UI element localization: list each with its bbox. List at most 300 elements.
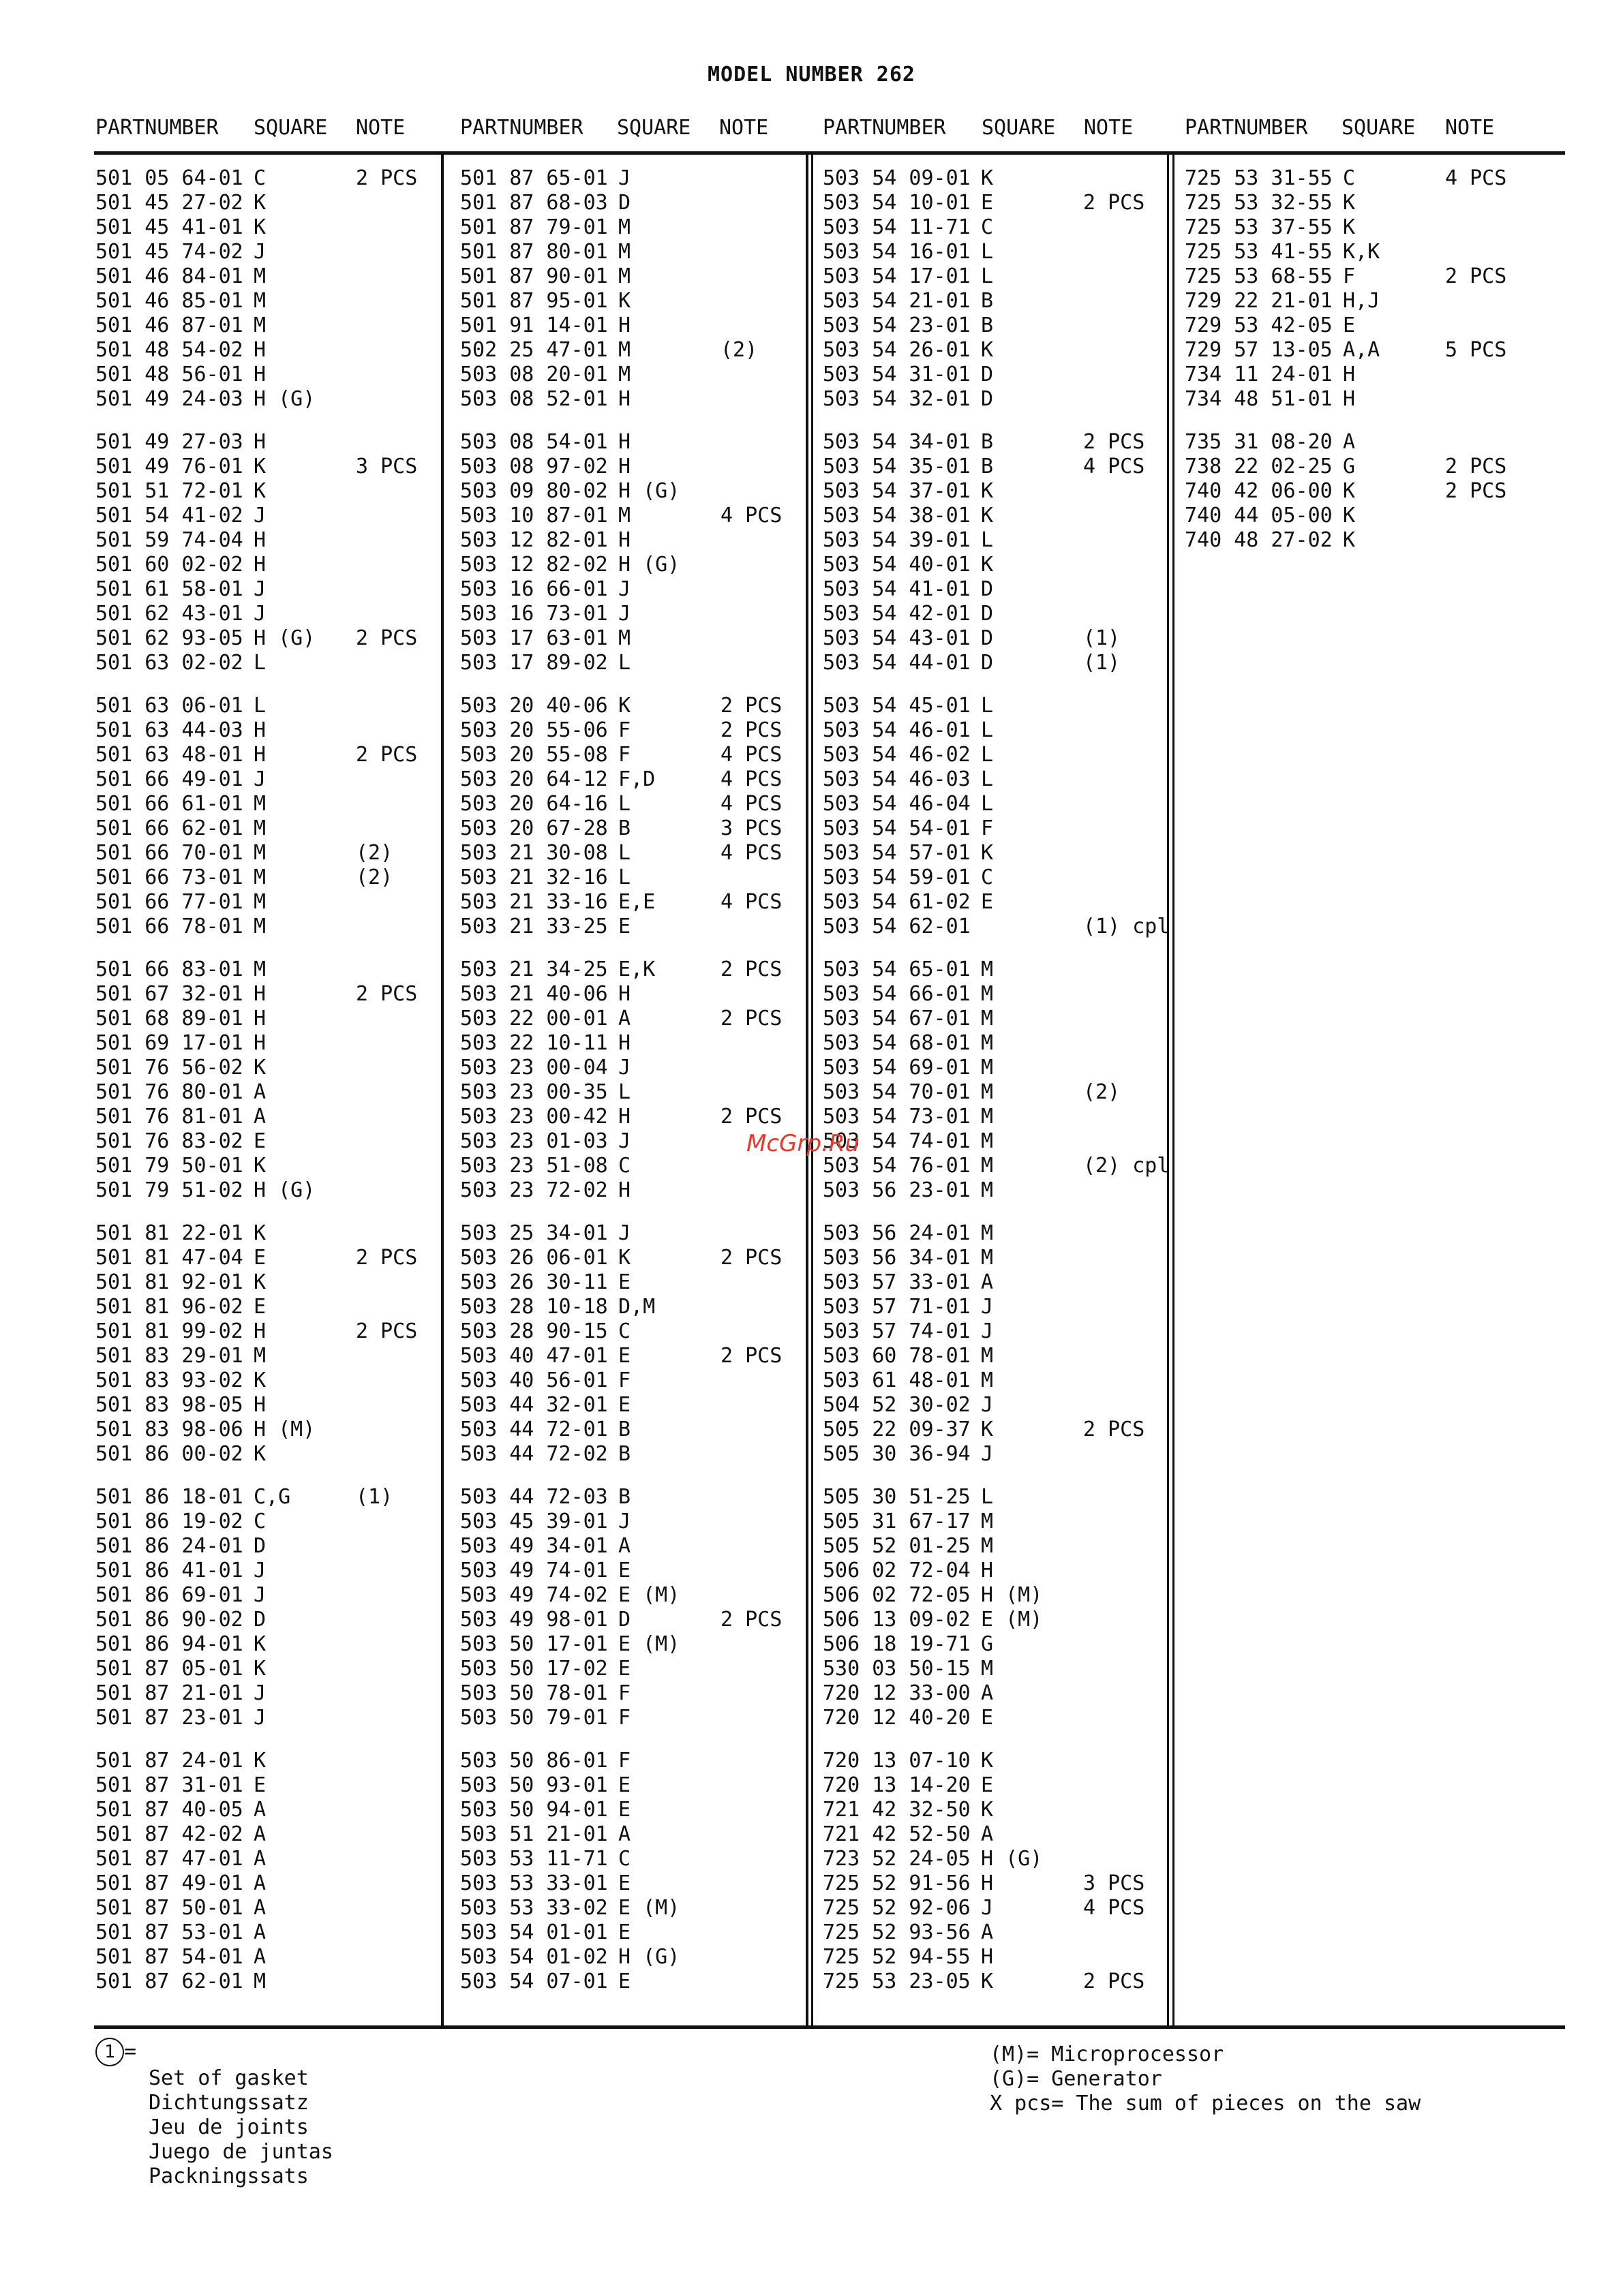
part-number: 503 23 00-35 (460, 1080, 608, 1104)
part-number: 503 20 55-08 (460, 743, 608, 767)
square-cell: A (1343, 430, 1356, 454)
square-cell: J (981, 1896, 994, 1920)
note-cell: 2 PCS (356, 982, 418, 1006)
square-cell: J (254, 504, 267, 527)
part-number: 503 54 43-01 (823, 626, 971, 650)
square-cell: A (981, 1920, 994, 1944)
column-divider-3b (1172, 153, 1174, 2027)
note-cell: 3 PCS (721, 816, 783, 840)
square-cell: K (981, 553, 994, 577)
part-number: 503 54 09-01 (823, 166, 971, 190)
square-cell: M (981, 1080, 994, 1104)
part-number: 501 51 72-01 (95, 479, 243, 503)
square-cell: E (618, 1657, 631, 1681)
part-number: 729 22 21-01 (1185, 289, 1333, 313)
part-number: 503 16 66-01 (460, 577, 608, 601)
part-number: 501 59 74-04 (95, 528, 243, 552)
square-cell: L (618, 866, 631, 889)
square-cell: M (981, 1007, 994, 1030)
square-cell: A (254, 1080, 267, 1104)
part-number: 501 87 68-03 (460, 191, 608, 215)
square-cell: A (254, 1896, 267, 1920)
header-partnumber: PARTNUMBER (95, 116, 219, 140)
part-number: 725 53 32-55 (1185, 191, 1333, 215)
part-number: 503 54 41-01 (823, 577, 971, 601)
part-number: 501 91 14-01 (460, 313, 608, 337)
part-number: 501 79 50-01 (95, 1154, 243, 1178)
part-number: 503 54 10-01 (823, 191, 971, 215)
square-cell: D,M (618, 1295, 656, 1319)
part-number: 501 86 24-01 (95, 1534, 243, 1558)
square-cell: M (254, 264, 267, 288)
part-number: 501 83 98-05 (95, 1393, 243, 1417)
square-cell: J (618, 1510, 631, 1533)
column-divider-2 (806, 153, 808, 2027)
square-cell: H (254, 1393, 267, 1417)
square-cell: H (618, 1178, 631, 1202)
abbreviation-line: (M)= Microprocessor (990, 2042, 1224, 2066)
part-number: 503 54 46-03 (823, 767, 971, 791)
part-number: 501 46 87-01 (95, 313, 243, 337)
part-number: 506 02 72-05 (823, 1583, 971, 1607)
square-cell: K (254, 479, 267, 503)
part-number: 503 21 32-16 (460, 866, 608, 889)
square-cell: M (254, 289, 267, 313)
part-number: 501 83 29-01 (95, 1344, 243, 1368)
square-cell: B (618, 1442, 631, 1466)
part-number: 501 62 93-05 (95, 626, 243, 650)
note-cell: (1) cpl (1083, 915, 1170, 938)
square-cell: H (254, 1031, 267, 1055)
square-cell: H (254, 743, 267, 767)
watermark: McGrp.Ru (746, 1130, 860, 1157)
part-number: 503 54 57-01 (823, 841, 971, 865)
header-partnumber: PARTNUMBER (460, 116, 583, 140)
note-cell: 2 PCS (1083, 1418, 1145, 1441)
square-cell: B (981, 430, 994, 454)
part-number: 734 11 24-01 (1185, 363, 1333, 386)
part-number: 501 46 84-01 (95, 264, 243, 288)
part-number: 503 08 54-01 (460, 430, 608, 454)
square-cell: H (254, 718, 267, 742)
note-cell: (2) (1083, 1080, 1121, 1104)
square-cell: E (618, 1773, 631, 1797)
part-number: 721 42 32-50 (823, 1798, 971, 1822)
header-partnumber: PARTNUMBER (823, 116, 946, 140)
square-cell: C,G (254, 1485, 291, 1509)
part-number: 503 50 17-01 (460, 1632, 608, 1656)
part-number: 503 49 34-01 (460, 1534, 608, 1558)
square-cell: E (618, 915, 631, 938)
note-cell: 4 PCS (1083, 1896, 1145, 1920)
square-cell: G (1343, 455, 1356, 478)
note-cell: 2 PCS (1445, 264, 1507, 288)
part-number: 503 17 89-02 (460, 651, 608, 675)
square-cell: H (618, 982, 631, 1006)
square-cell: B (981, 313, 994, 337)
square-cell: M (254, 1970, 267, 1993)
part-number: 501 87 53-01 (95, 1920, 243, 1944)
part-number: 503 08 20-01 (460, 363, 608, 386)
square-cell: D (618, 1608, 631, 1632)
part-number: 503 54 73-01 (823, 1105, 971, 1129)
part-number: 502 25 47-01 (460, 338, 608, 362)
square-cell: M (254, 866, 267, 889)
square-cell: J (618, 1056, 631, 1080)
note-cell: 5 PCS (1445, 338, 1507, 362)
square-cell: H (M) (981, 1583, 1043, 1607)
square-cell: E (981, 1706, 994, 1730)
note-cell: 2 PCS (721, 718, 783, 742)
note-cell: 2 PCS (356, 626, 418, 650)
part-number: 725 53 41-55 (1185, 240, 1333, 264)
square-cell: E (618, 1270, 631, 1294)
square-cell: M (254, 816, 267, 840)
square-cell: F (618, 743, 631, 767)
part-number: 503 44 72-01 (460, 1418, 608, 1441)
square-cell: F (618, 1706, 631, 1730)
square-cell: D (981, 577, 994, 601)
part-number: 501 48 56-01 (95, 363, 243, 386)
square-cell: M (618, 504, 631, 527)
square-cell: M (618, 338, 631, 362)
column-divider-3 (1167, 153, 1169, 2027)
part-number: 501 87 50-01 (95, 1896, 243, 1920)
part-number: 503 54 69-01 (823, 1056, 971, 1080)
part-number: 501 87 54-01 (95, 1945, 243, 1969)
part-number: 501 49 76-01 (95, 455, 243, 478)
part-number: 503 54 68-01 (823, 1031, 971, 1055)
note-cell: (2) (721, 338, 758, 362)
part-number: 503 54 31-01 (823, 363, 971, 386)
part-number: 501 05 64-01 (95, 166, 243, 190)
square-cell: M (254, 792, 267, 816)
square-cell: J (618, 1129, 631, 1153)
note-cell: 4 PCS (721, 792, 783, 816)
part-number: 503 49 74-02 (460, 1583, 608, 1607)
square-cell: M (981, 1129, 994, 1153)
part-number: 503 26 30-11 (460, 1270, 608, 1294)
part-number: 503 56 24-01 (823, 1221, 971, 1245)
part-number: 501 81 99-02 (95, 1319, 243, 1343)
part-number: 501 76 80-01 (95, 1080, 243, 1104)
square-cell: F,D (618, 767, 656, 791)
square-cell: H (G) (618, 479, 680, 503)
note-cell: 2 PCS (721, 1608, 783, 1632)
square-cell: E (618, 1970, 631, 1993)
part-number: 505 52 01-25 (823, 1534, 971, 1558)
square-cell: M (618, 240, 631, 264)
note-cell: 4 PCS (721, 841, 783, 865)
square-cell: J (618, 577, 631, 601)
part-number: 501 63 48-01 (95, 743, 243, 767)
part-number: 501 66 83-01 (95, 958, 243, 981)
square-cell: M (981, 1056, 994, 1080)
square-cell: L (981, 1485, 994, 1509)
square-cell: K (254, 1368, 267, 1392)
part-number: 725 52 92-06 (823, 1896, 971, 1920)
square-cell: M (618, 626, 631, 650)
part-number: 503 54 70-01 (823, 1080, 971, 1104)
part-number: 725 52 93-56 (823, 1920, 971, 1944)
part-number: 501 81 92-01 (95, 1270, 243, 1294)
part-number: 501 68 89-01 (95, 1007, 243, 1030)
square-cell: B (618, 816, 631, 840)
square-cell: A (254, 1945, 267, 1969)
square-cell: C (1343, 166, 1356, 190)
square-cell: H (M) (254, 1418, 316, 1441)
square-cell: A,A (1343, 338, 1380, 362)
part-number: 503 44 72-03 (460, 1485, 608, 1509)
gasket-translations (95, 2066, 333, 2189)
part-number: 503 21 40-06 (460, 982, 608, 1006)
part-number: 501 86 19-02 (95, 1510, 243, 1533)
square-cell: L (618, 651, 631, 675)
square-cell: E,K (618, 958, 656, 981)
part-number: 503 51 21-01 (460, 1822, 608, 1846)
square-cell: L (254, 694, 267, 718)
square-cell: K (254, 1056, 267, 1080)
part-number: 503 20 40-06 (460, 694, 608, 718)
square-cell: C (981, 866, 994, 889)
part-number: 503 53 11-71 (460, 1847, 608, 1871)
square-cell: J (254, 577, 267, 601)
square-cell: K (618, 289, 631, 313)
note-cell: (2) (356, 866, 393, 889)
part-number: 501 87 42-02 (95, 1822, 243, 1846)
part-number: 501 86 69-01 (95, 1583, 243, 1607)
square-cell: H,J (1343, 289, 1380, 313)
square-cell: M (981, 1178, 994, 1202)
part-number: 503 54 40-01 (823, 553, 971, 577)
part-number: 501 87 05-01 (95, 1657, 243, 1681)
square-cell: B (981, 455, 994, 478)
part-number: 725 52 91-56 (823, 1871, 971, 1895)
square-cell: C (981, 215, 994, 239)
note-cell: (1) (1083, 626, 1121, 650)
square-cell: E (618, 1798, 631, 1822)
square-cell: J (254, 1681, 267, 1705)
part-number: 725 53 37-55 (1185, 215, 1333, 239)
square-cell: K (981, 479, 994, 503)
header-square: SQUARE (617, 116, 691, 140)
square-cell: L (981, 767, 994, 791)
part-number: 503 54 01-02 (460, 1945, 608, 1969)
square-cell: K (618, 694, 631, 718)
square-cell: D (981, 651, 994, 675)
part-number: 501 63 44-03 (95, 718, 243, 742)
square-cell: K (981, 1418, 994, 1441)
part-number: 503 23 72-02 (460, 1178, 608, 1202)
note-cell: 4 PCS (1445, 166, 1507, 190)
square-cell: L (981, 743, 994, 767)
square-cell: D (981, 626, 994, 650)
part-number: 503 54 07-01 (460, 1970, 608, 1993)
part-number: 503 50 94-01 (460, 1798, 608, 1822)
gasket-translation: Jeu de joints (149, 2115, 309, 2139)
part-number: 501 66 61-01 (95, 792, 243, 816)
part-number: 501 87 40-05 (95, 1798, 243, 1822)
part-number: 501 87 90-01 (460, 264, 608, 288)
part-number: 503 28 10-18 (460, 1295, 608, 1319)
square-cell: C (618, 1319, 631, 1343)
part-number: 503 54 23-01 (823, 313, 971, 337)
part-number: 503 21 34-25 (460, 958, 608, 981)
square-cell: H (254, 363, 267, 386)
square-cell: M (618, 363, 631, 386)
square-cell: J (254, 1559, 267, 1582)
square-cell: A (254, 1847, 267, 1871)
square-cell: J (618, 166, 631, 190)
square-cell: H (1343, 387, 1356, 411)
square-cell: K (1343, 191, 1356, 215)
part-number: 503 10 87-01 (460, 504, 608, 527)
part-number: 501 87 21-01 (95, 1681, 243, 1705)
square-cell: D (981, 387, 994, 411)
square-cell: A (254, 1798, 267, 1822)
part-number: 734 48 51-01 (1185, 387, 1333, 411)
part-number: 503 20 67-28 (460, 816, 608, 840)
header-square: SQUARE (1341, 116, 1416, 140)
square-cell: K (981, 1798, 994, 1822)
part-number: 504 52 30-02 (823, 1393, 971, 1417)
square-cell: M (254, 313, 267, 337)
square-cell: K (981, 841, 994, 865)
part-number: 501 45 41-01 (95, 215, 243, 239)
note-cell: 2 PCS (721, 1105, 783, 1129)
square-cell: H (618, 455, 631, 478)
square-cell: K (254, 1154, 267, 1178)
square-cell: E (981, 191, 994, 215)
part-number: 503 21 30-08 (460, 841, 608, 865)
note-cell: 2 PCS (1445, 455, 1507, 478)
part-number: 720 13 14-20 (823, 1773, 971, 1797)
square-cell: A (618, 1007, 631, 1030)
part-number: 503 54 17-01 (823, 264, 971, 288)
square-cell: K (254, 1270, 267, 1294)
square-cell: H (618, 387, 631, 411)
square-cell: H (254, 982, 267, 1006)
note-cell: 4 PCS (1083, 455, 1145, 478)
part-number: 503 54 35-01 (823, 455, 971, 478)
square-cell: M (981, 1105, 994, 1129)
square-cell: A (254, 1822, 267, 1846)
square-cell: D (254, 1534, 267, 1558)
part-number: 740 44 05-00 (1185, 504, 1333, 527)
part-number: 503 26 06-01 (460, 1246, 608, 1270)
square-cell: E (618, 1871, 631, 1895)
square-cell: J (254, 602, 267, 626)
note-cell: 2 PCS (721, 1246, 783, 1270)
note-cell: 2 PCS (721, 1344, 783, 1368)
note-cell: (1) (356, 1485, 393, 1509)
part-number: 501 81 96-02 (95, 1295, 243, 1319)
header-note: NOTE (356, 116, 406, 140)
square-cell: F (618, 1368, 631, 1392)
part-number: 503 54 38-01 (823, 504, 971, 527)
part-number: 501 49 27-03 (95, 430, 243, 454)
square-cell: M (618, 264, 631, 288)
part-number: 501 69 17-01 (95, 1031, 243, 1055)
square-cell: H (254, 1319, 267, 1343)
gasket-legend-symbol-row (95, 2038, 333, 2066)
square-cell: E (M) (618, 1632, 680, 1656)
part-number: 720 12 33-00 (823, 1681, 971, 1705)
part-number: 503 54 44-01 (823, 651, 971, 675)
part-number: 503 22 00-01 (460, 1007, 608, 1030)
square-cell: M (618, 215, 631, 239)
part-number: 501 87 49-01 (95, 1871, 243, 1895)
note-cell: 2 PCS (356, 166, 418, 190)
part-number: 503 54 46-04 (823, 792, 971, 816)
square-cell: J (981, 1319, 994, 1343)
part-number: 503 50 17-02 (460, 1657, 608, 1681)
part-number: 501 76 81-01 (95, 1105, 243, 1129)
square-cell: K (981, 338, 994, 362)
note-cell: (2) cpl (1083, 1154, 1170, 1178)
note-cell: 2 PCS (356, 743, 418, 767)
part-number: 503 54 66-01 (823, 982, 971, 1006)
part-number: 503 08 52-01 (460, 387, 608, 411)
note-cell: 2 PCS (1083, 430, 1145, 454)
note-cell: 4 PCS (721, 504, 783, 527)
part-number: 501 66 49-01 (95, 767, 243, 791)
square-cell: M (254, 958, 267, 981)
square-cell: F (618, 718, 631, 742)
gasket-translation: Dichtungssatz (149, 2091, 309, 2115)
square-cell: H (618, 528, 631, 552)
square-cell: M (981, 1154, 994, 1178)
part-number: 501 86 90-02 (95, 1608, 243, 1632)
square-cell: M (254, 1344, 267, 1368)
square-cell: J (254, 240, 267, 264)
header-note: NOTE (1445, 116, 1495, 140)
gasket-legend-equals: = (124, 2039, 137, 2064)
square-cell: K (254, 1221, 267, 1245)
part-number: 720 13 07-10 (823, 1749, 971, 1773)
square-cell: H (254, 338, 267, 362)
part-number: 503 60 78-01 (823, 1344, 971, 1368)
square-cell: L (618, 792, 631, 816)
square-cell: E (M) (618, 1896, 680, 1920)
square-cell: M (981, 1510, 994, 1533)
part-number: 501 86 94-01 (95, 1632, 243, 1656)
square-cell: L (981, 792, 994, 816)
part-number: 501 63 02-02 (95, 651, 243, 675)
part-number: 503 54 62-01 (823, 915, 971, 938)
abbreviation-lines (990, 2042, 1421, 2116)
square-cell: M (254, 841, 267, 865)
part-number: 503 56 34-01 (823, 1246, 971, 1270)
square-cell: K (618, 1246, 631, 1270)
part-number: 503 50 93-01 (460, 1773, 608, 1797)
square-cell: M (981, 1246, 994, 1270)
square-cell: A (254, 1871, 267, 1895)
square-cell: H (G) (254, 387, 316, 411)
part-number: 735 31 08-20 (1185, 430, 1333, 454)
part-number: 501 87 65-01 (460, 166, 608, 190)
part-number: 503 54 76-01 (823, 1154, 971, 1178)
note-cell: 2 PCS (721, 958, 783, 981)
part-number: 501 48 54-02 (95, 338, 243, 362)
square-cell: M (981, 1657, 994, 1681)
part-number: 503 22 10-11 (460, 1031, 608, 1055)
square-cell: E,E (618, 890, 656, 914)
part-number: 501 66 77-01 (95, 890, 243, 914)
part-number: 503 49 74-01 (460, 1559, 608, 1582)
part-number: 501 45 74-02 (95, 240, 243, 264)
square-cell: J (981, 1393, 994, 1417)
